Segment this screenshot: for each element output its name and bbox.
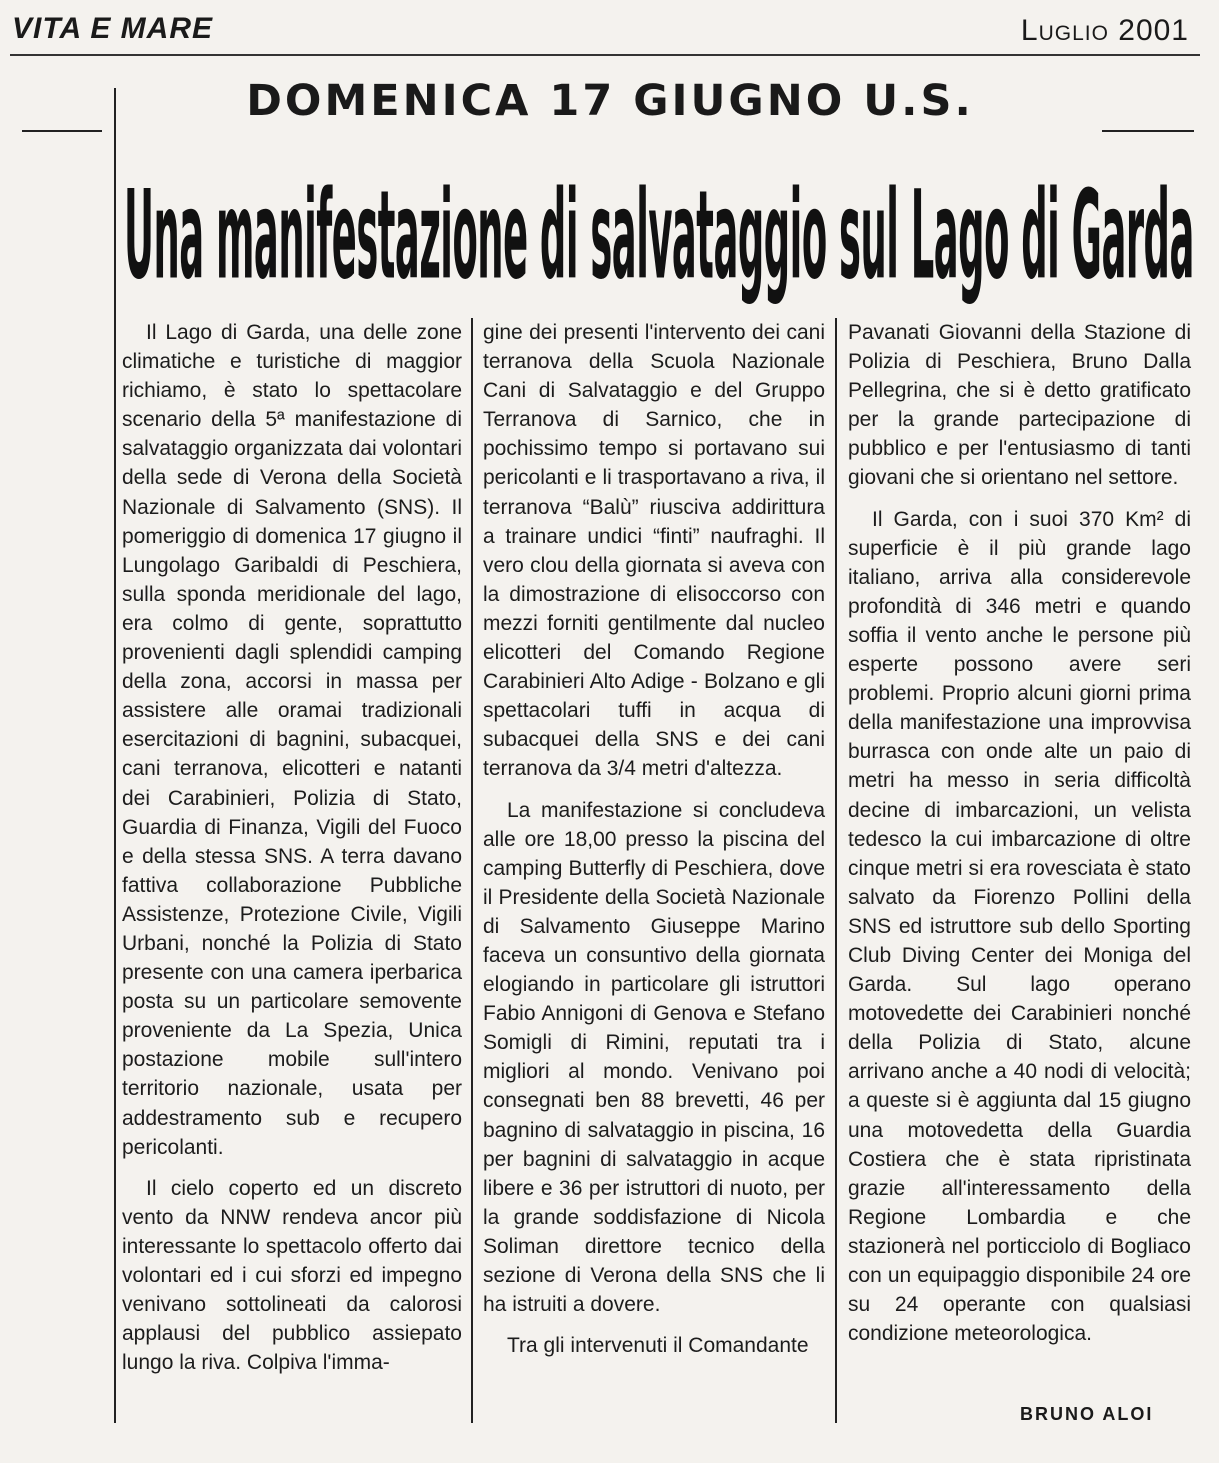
paragraph: Il Garda, con i suoi 370 Km² di superficie è il più grande lago italiano, arriva alla considerevole profondità di 346 metri e quando soffia il vento anche le persone più esperte possono avere seri problemi. Proprio alcuni giorni prima della manifestazione una improvvisa burrasca con onde alte un paio di metri ha messo in seria difficoltà decine di imbarcazioni, un velista tedesco la cui imbarcazione di oltre cinque metri si era rovesciata è stato salvato da Fiorenzo Pollini della SNS ed istruttore sub dello Sporting Club Diving Center dei Moniga del Garda. Sul lago operano motovedette dei Carabinieri nonché della Polizia di Stato, alcune arrivano anche a 40 nodi di velocità; a queste si è aggiunta dal 15 giugno una motovedetta della Guardia Costiera che è stata ripristinata grazie all'interessamento della Regione Lombardia e che stazionerà nel porticciolo di Bogliaco con un equipaggio disponibile 24 ore su 24 operante con qualsiasi condizione meteorologica. (848, 507, 1191, 1346)
left-column-border (114, 88, 116, 1423)
article-headline (124, 166, 1194, 306)
paragraph: La manifestazione si concludeva alle ore 18,00 presso la piscina del camping Butterfly di Peschiera, dove il Presidente della Società Nazionale di Salvamento Giuseppe Marino faceva un consuntivo della giornata elogiando in particolare gli istruttori Fabio Annigoni di Genova e Stefano Somigli di Rimini, reputati tra i migliori al mondo. Venivano poi consegnati ben 88 brevetti, 46 per bagnino di salvataggio in piscina, 16 per bagnini di salvataggio in acque libere e 36 per istruttori di nuoto, per la grande soddisfazione di Nicola Soliman direttore tecnico della sezione di Verona della SNS che li ha istruiti a dovere. (483, 798, 825, 1317)
paragraph: gine dei presenti l'intervento dei cani terranova della Scuola Nazionale Cani di Salvataggio e del Gruppo Terranova di Sarnico, che in pochissimo tempo si portavano sui pericolanti e li trasportavano a riva, il terranova “Balù” riusciva addirittura a trainare undici “finti” naufraghi. Il vero clou della giornata si aveva con la dimostrazione di elisoccorso con mezzi forniti gentilmente dal nucleo elicotteri del Comando Regione Carabinieri Alto Adige - Bolzano e gli spettacolari tuffi in acqua di subacquei della SNS e dei cani terranova da 3/4 metri d'altezza. (483, 321, 825, 781)
paragraph: Il Lago di Garda, una delle zone climatiche e turistiche di maggior richiamo, è stato lo spettacolare scenario della 5ª manifestazione di salvataggio organizzata dai volontari della sede di Verona della Società Nazionale di Salvamento (SNS). Il pomeriggio di domenica 17 giugno il Lungolago Garibaldi di Peschiera, sulla sponda meridionale del lago, era colmo di gente, soprattutto provenienti dagli splendidi camping della zona, accorsi in massa per assistere alle oramai tradizionali esercitazioni di bagnini, subacquei, cani terranova, elicotteri e natanti dei Carabinieri, Polizia di Stato, Guardia di Finanza, Vigili del Fuoco e della stessa SNS. A terra davano fattiva collaborazione Pubbliche Assistenze, Protezione Civile, Vigili Urbani, nonché la Polizia di Stato presente con una camera iperbarica posta su un particolare semovente proveniente da La Spezia, Unica postazione mobile sull'intero territorio nazionale, usata per addestramento sub e recupero pericolanti. (122, 321, 462, 1159)
issue-date: Luglio 2001 (1020, 14, 1189, 47)
column-divider-2 (835, 318, 837, 1423)
article-column-3 (848, 318, 1191, 1360)
publication-name: VITA E MARE (12, 12, 214, 45)
article-column-2 (483, 318, 825, 1372)
column-divider-1 (471, 318, 473, 1423)
masthead-rule (10, 54, 1200, 56)
left-kicker-rule (22, 130, 102, 132)
right-kicker-rule (1102, 130, 1194, 132)
paragraph: Pavanati Giovanni della Stazione di Polizia di Peschiera, Bruno Dalla Pellegrina, che si è detto gratificato per la grande partecipazione di pubblico e per l'entusiasmo di tanti giovani che si orientano nel settore. (848, 321, 1191, 490)
author-byline: BRUNO ALOI (1020, 1404, 1154, 1424)
article-column-1 (122, 318, 462, 1389)
paragraph: Il cielo coperto ed un discreto vento da NNW rendeva ancor più interessante lo spettacolo offerto dai volontari ed i cui sforzi ed impegno venivano sottolineati da calorosi applausi del pubblico assiepato lungo la riva. Colpiva l'imma- (122, 1176, 462, 1375)
paragraph: Tra gli intervenuti il Comandante (507, 1334, 809, 1358)
headline-text: Una manifestazione di salvataggio sul Lago di Garda (124, 166, 1194, 306)
article-kicker: DOMENICA 17 GIUGNO U.S. (246, 76, 974, 126)
